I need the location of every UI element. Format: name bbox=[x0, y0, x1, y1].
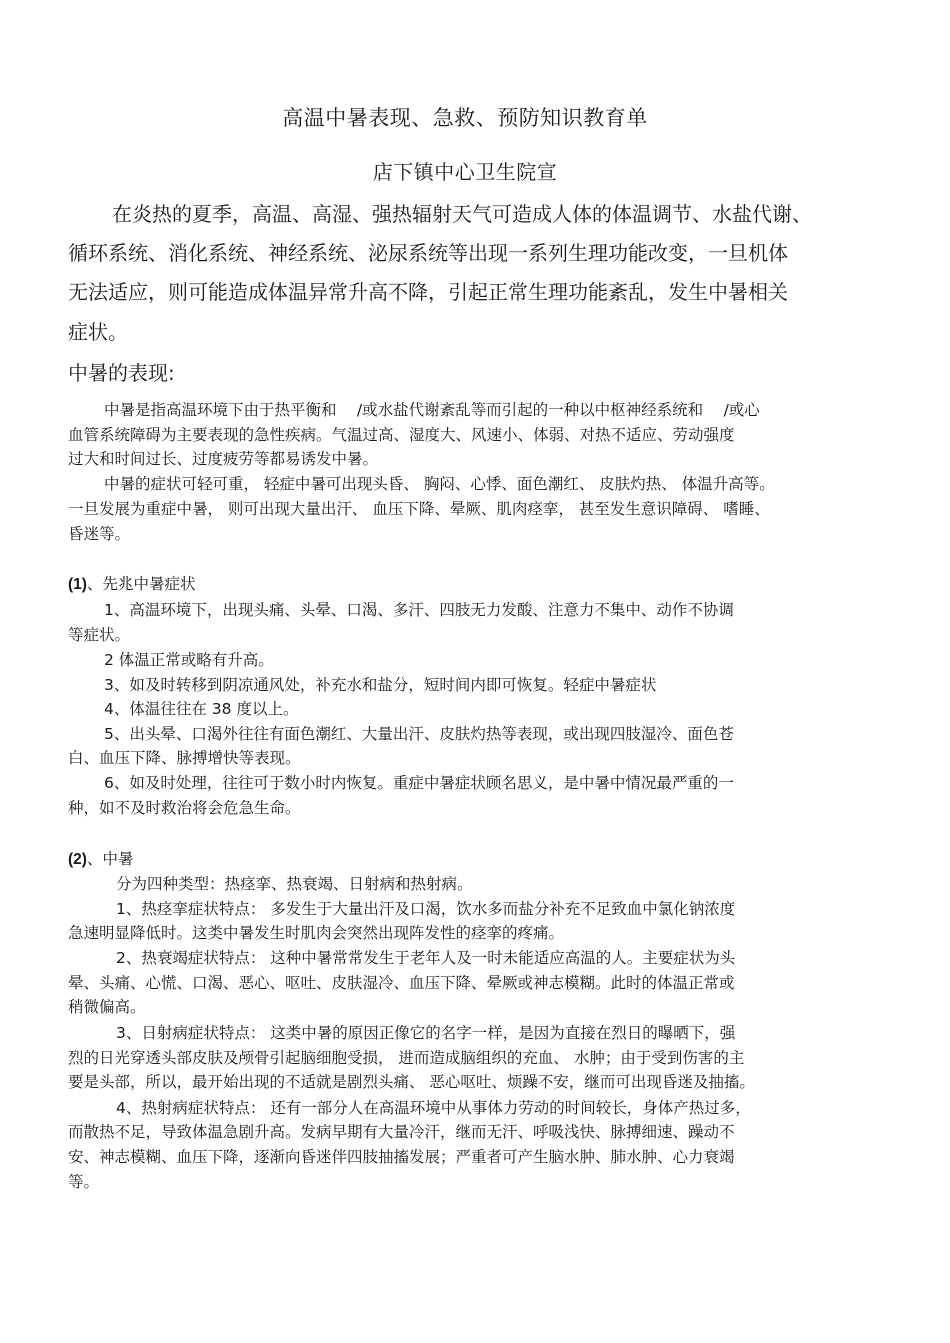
paragraph-line: 血管系统障碍为主要表现的急性疾病。气温过高、湿度大、风速小、体弱、对热不适应、劳动强度 bbox=[68, 426, 735, 444]
list-item: 等。 bbox=[68, 1173, 100, 1191]
list-item: 分为四种类型：热痉挛、热衰竭、日射病和热射病。 bbox=[116, 875, 473, 893]
paragraph-line: 一旦发展为重症中暑， 则可出现大量出汗、 血压下降、晕厥、肌肉痉挛， 甚至发生意识障碍、 嗜睡、 bbox=[68, 500, 770, 518]
section-heading-2 bbox=[68, 847, 133, 869]
list-item: 1、高温环境下，出现头痛、头晕、口渴、多汗、四肢无力发酸、注意力不集中、动作不协调 bbox=[104, 601, 734, 619]
list-item: 4、体温往往在 38 度以上。 bbox=[104, 700, 299, 718]
list-item: 种，如不及时救治将会危急生命。 bbox=[68, 799, 301, 817]
list-item: 晕、头痛、心慌、口渴、恶心、呕吐、皮肤湿冷、血压下降、晕厥或神志模糊。此时的体温正常或 bbox=[68, 974, 735, 992]
section-title: 、先兆中暑症状 bbox=[86, 575, 196, 593]
list-item: 稍微偏高。 bbox=[68, 998, 146, 1016]
section-title: 、中暑 bbox=[86, 850, 134, 868]
list-item: 2、热衰竭症状特点： 这种中暑常常发生于老年人及一时未能适应高温的人。主要症状为头 bbox=[116, 949, 736, 967]
list-item: 3、日射病症状特点： 这类中暑的原因正像它的名字一样，是因为直接在烈日的曝晒下，强 bbox=[116, 1024, 736, 1042]
list-item: 5、出头晕、口渴外往往有面色潮红、大量出汗、皮肤灼热等表现，或出现四肢湿冷、面色苍 bbox=[104, 725, 734, 743]
list-item: 4、热射病症状特点： 还有一部分人在高温环境中从事体力劳动的时间较长，身体产热过多， bbox=[116, 1099, 751, 1117]
section-number: (2) bbox=[68, 851, 87, 868]
document-subtitle: 店下镇中心卫生院宣 bbox=[372, 160, 558, 184]
paragraph-line: 过大和时间过长、过度疲劳等都易诱发中暑。 bbox=[68, 450, 379, 468]
list-item: 安、神志模糊、血压下降，逐渐向昏迷伴四肢抽搐发展；严重者可产生脑水肿、肺水肿、心力衰竭 bbox=[68, 1148, 735, 1166]
list-item: 要是头部，所以，最开始出现的不适就是剧烈头痛、 恶心呕吐、烦躁不安，继而可出现昏迷及抽搐。 bbox=[68, 1073, 755, 1091]
section-number: (1) bbox=[68, 576, 87, 593]
list-item: 白、血压下降、脉搏增快等表现。 bbox=[68, 749, 301, 767]
list-item: 1、热痉挛症状特点： 多发生于大量出汗及口渴，饮水多而盐分补充不足致血中氯化钠浓度 bbox=[116, 900, 736, 918]
document-title: 高温中暑表现、急救、预防知识教育单 bbox=[282, 106, 648, 130]
list-item: 2 体温正常或略有升高。 bbox=[104, 651, 274, 669]
intro-line: 症状。 bbox=[68, 320, 128, 344]
intro-line: 无法适应，则可能造成体温异常升高不降，引起正常生理功能紊乱，发生中暑相关 bbox=[68, 280, 788, 304]
list-item: 而散热不足，导致体温急剧升高。发病早期有大量冷汗，继而无汗、呼吸浅快、脉搏细速、躁动不 bbox=[68, 1123, 735, 1141]
paragraph-line: 中暑是指高温环境下由于热平衡和 /或水盐代谢紊乱等而引起的一种以中枢神经系统和 /或心 bbox=[104, 401, 760, 419]
list-item: 烈的日光穿透头部皮肤及颅骨引起脑细胞受损， 进而造成脑组织的充血、 水肿；由于受到伤害的主 bbox=[68, 1049, 745, 1067]
intro-line: 循环系统、消化系统、神经系统、泌尿系统等出现一系列生理功能改变，一旦机体 bbox=[68, 241, 788, 265]
paragraph-line: 中暑的症状可轻可重， 轻症中暑可出现头昏、 胸闷、心悸、面色潮红、 皮肤灼热、 体温升高等。 bbox=[104, 475, 775, 493]
section-heading-1 bbox=[68, 572, 195, 594]
intro-line: 在炎热的夏季，高温、高湿、强热辐射天气可造成人体的体温调节、水盐代谢、 bbox=[112, 202, 812, 226]
list-item: 急速明显降低时。这类中暑发生时肌肉会突然出现阵发性的痉挛的疼痛。 bbox=[68, 924, 565, 942]
list-item: 3、如及时转移到阴凉通风处，补充水和盐分，短时间内即可恢复。轻症中暑症状 bbox=[104, 676, 657, 694]
list-item: 等症状。 bbox=[68, 626, 131, 644]
list-item: 6、如及时处理，往往可于数小时内恢复。重症中暑症状顾名思义，是中暑中情况最严重的一 bbox=[104, 774, 734, 792]
section-heading-symptoms: 中暑的表现: bbox=[68, 361, 175, 385]
paragraph-line: 昏迷等。 bbox=[68, 525, 131, 543]
